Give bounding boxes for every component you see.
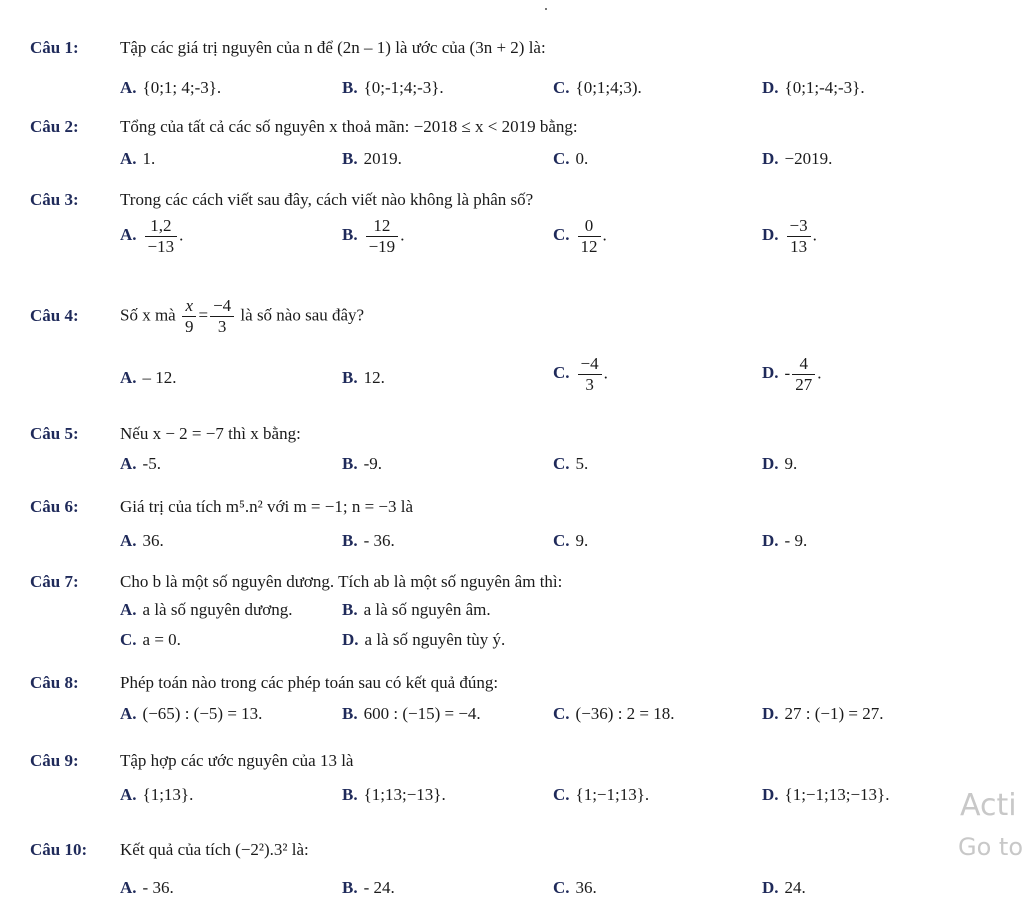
- option-b: B. 600 : (−15) = −4.: [342, 704, 481, 723]
- option-b: B. {1;13;−13}.: [342, 785, 446, 804]
- question-label: Câu 5:: [30, 424, 79, 443]
- option-d: D. −2019.: [762, 149, 833, 168]
- question-text: Tập hợp các ước nguyên của 13 là: [120, 751, 354, 770]
- option-c: C. 0.: [553, 149, 589, 168]
- fraction: $\frac{0}{12}$: [578, 216, 601, 257]
- option-b: B. 12.: [342, 368, 385, 387]
- option-c: C. a = 0.: [120, 630, 181, 649]
- option-a: A. – 12.: [120, 368, 177, 387]
- option-d: D. {1;−1;13;−13}.: [762, 785, 890, 804]
- option-a: A. -5.: [120, 454, 161, 473]
- question-text: Tổng của tất cả các số nguyên x thoả mãn: −2018 ≤ x < 2019 bằng:: [120, 117, 578, 136]
- option-b: B. -9.: [342, 454, 383, 473]
- activation-watermark-line2: Go to: [958, 833, 1024, 861]
- question-text: Giá trị của tích m⁵.n² với m = −1; n = −3 là: [120, 497, 414, 516]
- question-label: Câu 6:: [30, 497, 79, 516]
- fraction: $\frac{x}{9}$: [182, 296, 197, 337]
- question-label: Câu 7:: [30, 572, 79, 591]
- option-d: D. $\frac{-3}{13}$ .: [762, 216, 817, 256]
- fraction: $\frac{-3}{13}$: [787, 216, 811, 257]
- question-text: Cho b là một số nguyên dương. Tích ab là một số nguyên âm thì:: [120, 572, 563, 591]
- option-a: A. (−65) : (−5) = 13.: [120, 704, 263, 723]
- option-b: B. - 24.: [342, 878, 395, 897]
- option-a: A. - 36.: [120, 878, 174, 897]
- option-a: A. $\frac{1,2}{-13}$ .: [120, 216, 184, 256]
- fraction: $\frac{-4}{3}$: [210, 296, 234, 337]
- fraction: $\frac{1,2}{-13}$: [145, 216, 178, 257]
- option-c: C. 5.: [553, 454, 589, 473]
- option-b: B. {0;-1;4;-3}.: [342, 78, 444, 97]
- option-b: B. 2019.: [342, 149, 402, 168]
- option-c: C. $\frac{0}{12}$ .: [553, 216, 607, 256]
- option-c: C. {1;−1;13}.: [553, 785, 650, 804]
- option-b: B. a là số nguyên âm.: [342, 600, 491, 619]
- question-label: Câu 3:: [30, 190, 79, 209]
- option-a: A. a là số nguyên dương.: [120, 600, 293, 619]
- scan-dot: [545, 8, 547, 10]
- option-c: C. {0;1;4;3).: [553, 78, 642, 97]
- option-b: B. - 36.: [342, 531, 395, 550]
- fraction: $\frac{12}{-19}$: [366, 216, 399, 257]
- option-d: D. - 9.: [762, 531, 808, 550]
- option-d: D. 9.: [762, 454, 798, 473]
- option-a: A. {1;13}.: [120, 785, 194, 804]
- fraction: $\frac{-4}{3}$: [578, 354, 602, 395]
- option-c: C. (−36) : 2 = 18.: [553, 704, 675, 723]
- question-text: Tập các giá trị nguyên của n để (2n – 1) là ước của (3n + 2) là:: [120, 38, 546, 57]
- question-label: Câu 8:: [30, 673, 79, 692]
- question-text: Kết quả của tích (−2²).3² là:: [120, 840, 309, 859]
- question-label: Câu 4:: [30, 306, 79, 325]
- option-a: A. 36.: [120, 531, 164, 550]
- question-text: Nếu x − 2 = −7 thì x bằng:: [120, 424, 301, 443]
- option-a: A. 1.: [120, 149, 156, 168]
- option-d: D. 24.: [762, 878, 806, 897]
- option-c: C. 36.: [553, 878, 597, 897]
- option-a: A. {0;1; 4;-3}.: [120, 78, 222, 97]
- question-label: Câu 9:: [30, 751, 79, 770]
- option-b: B. $\frac{12}{-19}$ .: [342, 216, 405, 256]
- question-label: Câu 2:: [30, 117, 79, 136]
- option-d: D. {0;1;-4;-3}.: [762, 78, 865, 97]
- option-d: D. 27 : (−1) = 27.: [762, 704, 884, 723]
- activation-watermark-line1: Acti: [960, 788, 1017, 823]
- question-text: Số x mà $\frac{x}{9}$ = $\frac{-4}{3}$ là số nào sau đây?: [120, 296, 365, 336]
- option-c: C. 9.: [553, 531, 589, 550]
- option-d: D. a là số nguyên tùy ý.: [342, 630, 506, 649]
- question-label: Câu 1:: [30, 38, 79, 57]
- option-c: C. $\frac{-4}{3}$ .: [553, 354, 608, 394]
- question-text: Trong các cách viết sau đây, cách viết nào không là phân số?: [120, 190, 534, 209]
- option-d: D. - $\frac{4}{27}$ .: [762, 354, 822, 394]
- question-text: Phép toán nào trong các phép toán sau có kết quả đúng:: [120, 673, 499, 692]
- fraction: $\frac{4}{27}$: [792, 354, 815, 395]
- question-label: Câu 10:: [30, 840, 88, 859]
